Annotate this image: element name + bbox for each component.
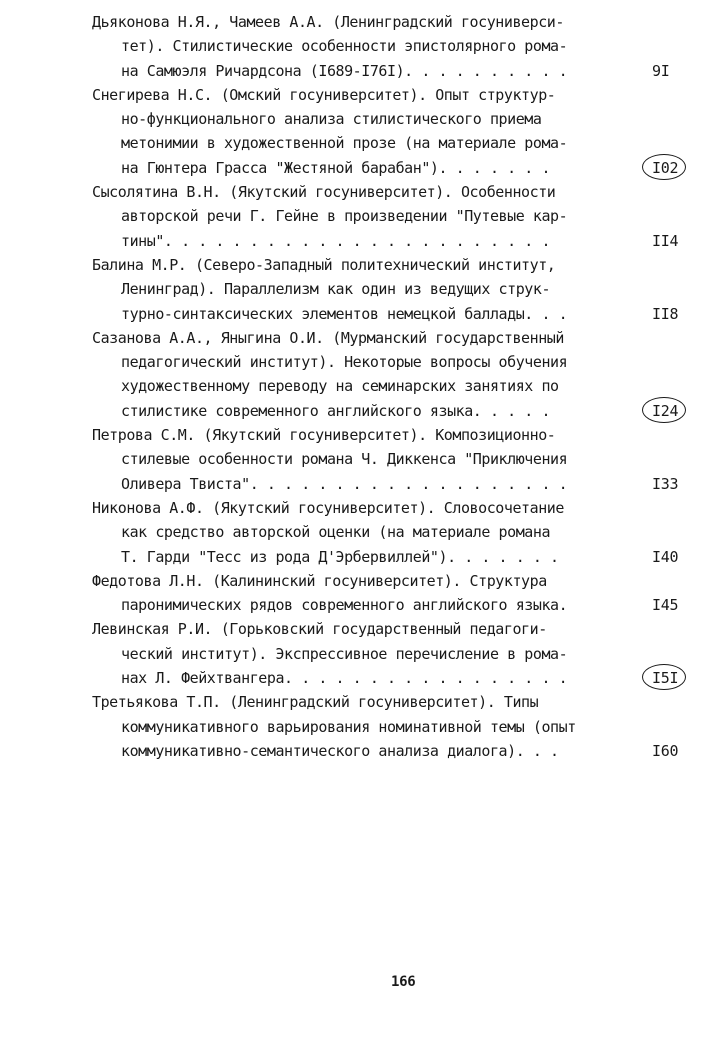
entry-line: художественному переводу на семинарских занятиях по (121, 377, 559, 396)
entry-line: Т. Гарди "Тесс из рода Д'Эрбервиллей"). . . . . . . (121, 547, 559, 566)
entry-line: как средство авторской оценки (на материале романа (121, 523, 551, 542)
page-number: II4 (652, 231, 679, 250)
entry-line: педагогический институт). Некоторые вопросы обучения (121, 353, 568, 372)
toc-entry (92, 617, 692, 690)
entry-line: Оливера Твиста". . . . . . . . . . . . . . . . . . . (121, 474, 568, 493)
toc-entry (92, 326, 692, 423)
entry-line: но-функционального анализа стилистического приема (121, 110, 542, 129)
entry-line: стилистике современного английского языка. . . . . (121, 401, 551, 420)
entry-line: Сазанова А.А., Яныгина О.И. (Мурманский государственный (92, 328, 564, 347)
folio-page-number: 166 (391, 974, 416, 990)
circled-page-number: I5I (652, 666, 678, 690)
entry-line: паронимических рядов современного английского языка. (121, 596, 568, 615)
toc-entry (92, 569, 692, 618)
entry-line: на Гюнтера Грасса "Жестяной барабан"). . . . . . . (121, 158, 551, 177)
entry-line: Петрова С.М. (Якутский госуниверситет). Композиционно- (92, 426, 556, 445)
entry-line: Дьяконова Н.Я., Чамеев А.А. (Ленинградский госуниверси- (92, 13, 564, 31)
toc-entry (92, 10, 692, 83)
entry-line: коммуникативно-семантического анализа диалога). . . (121, 741, 559, 760)
entry-line: коммуникативного варьирования номинативной темы (опыт (121, 717, 576, 736)
toc-entry (92, 83, 692, 180)
page-number: I60 (652, 741, 679, 760)
page-number: I33 (652, 474, 679, 493)
entry-line: стилевые особенности романа Ч. Диккенса "Приключения (121, 450, 568, 469)
circled-page-number: I24 (652, 399, 678, 423)
entry-line: на Самюэля Ричардсона (I689-I76I). . . . . . . . . . (121, 61, 568, 80)
entry-line: Сысолятина В.Н. (Якутский госуниверситет). Особенности (92, 183, 556, 202)
page-number: I40 (652, 547, 679, 566)
toc-entry (92, 496, 692, 569)
entry-line: Федотова Л.Н. (Калининский госуниверситет). Структура (92, 571, 547, 590)
entry-line: Снегирева Н.С. (Омский госуниверситет). Опыт структур- (92, 85, 556, 104)
entry-line: тет). Стилистические особенности эпистолярного рома- (121, 37, 568, 56)
toc-entry (92, 423, 692, 496)
table-of-contents (92, 10, 692, 763)
entry-line: ческий институт). Экспрессивное перечисление в рома- (121, 644, 568, 663)
entry-line: метонимии в художественной прозе (на материале рома- (121, 134, 568, 153)
toc-entry (92, 253, 692, 326)
entry-line: Левинская Р.И. (Горьковский государственный педагоги- (92, 620, 547, 639)
circled-page-number: I02 (652, 156, 678, 180)
entry-line: тины". . . . . . . . . . . . . . . . . . . . . . . (121, 231, 551, 250)
entry-line: Третьякова Т.П. (Ленинградский госуниверситет). Типы (92, 693, 539, 712)
page-number: 9I (652, 61, 670, 80)
entry-line: нах Л. Фейхтвангера. . . . . . . . . . . . . . . . . (121, 669, 568, 688)
entry-line: турно-синтаксических элементов немецкой баллады. . . (121, 304, 568, 323)
entry-line: авторской речи Г. Гейне в произведении "Путевые кар- (121, 207, 568, 226)
toc-entry (92, 180, 692, 253)
page-number: II8 (652, 304, 679, 323)
entry-line: Балина М.Р. (Северо-Западный политехнический институт, (92, 255, 556, 274)
page-number: I45 (652, 596, 679, 615)
entry-line: Ленинград). Параллелизм как один из ведущих струк- (121, 280, 551, 299)
toc-entry (92, 690, 692, 763)
entry-line: Никонова А.Ф. (Якутский госуниверситет). Словосочетание (92, 498, 564, 517)
